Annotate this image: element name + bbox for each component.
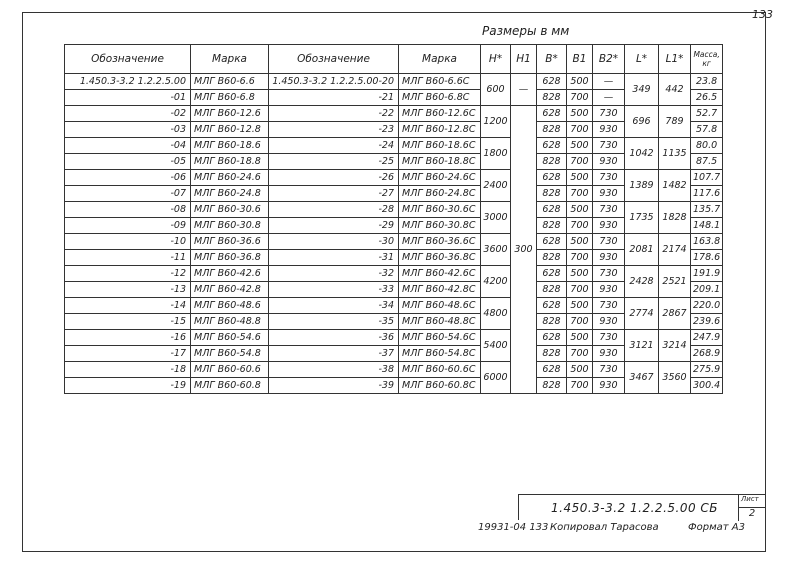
designation-cell: -10	[65, 234, 191, 250]
mark-cell: МЛГ В60-48.6	[191, 298, 269, 314]
archive-number: 19931-04 133	[478, 522, 549, 533]
mass-cell: 209.1	[691, 282, 723, 298]
mass-cell: 220.0	[691, 298, 723, 314]
specification-table	[64, 44, 723, 394]
designation-2-cell: -32	[269, 266, 399, 282]
table-row	[65, 314, 723, 330]
mark-2-cell: МЛГ В60-48.8С	[399, 314, 481, 330]
header-B2: B2*	[593, 45, 625, 74]
sheet-format: Формат А3	[688, 522, 745, 533]
table-row	[65, 90, 723, 106]
designation-2-cell: -28	[269, 202, 399, 218]
B1-cell: 500	[567, 330, 593, 346]
mark-2-cell: МЛГ В60-30.6С	[399, 202, 481, 218]
designation-cell: -14	[65, 298, 191, 314]
mark-cell: МЛГ В60-18.8	[191, 154, 269, 170]
mark-cell: МЛГ В60-42.8	[191, 282, 269, 298]
B2-cell: —	[593, 90, 625, 106]
header-B: B*	[537, 45, 567, 74]
B-cell: 628	[537, 138, 567, 154]
B2-cell: 930	[593, 122, 625, 138]
mark-cell: МЛГ В60-24.8	[191, 186, 269, 202]
B-cell: 628	[537, 362, 567, 378]
mark-2-cell: МЛГ В60-12.6С	[399, 106, 481, 122]
mass-cell: 117.6	[691, 186, 723, 202]
mark-cell: МЛГ В60-36.8	[191, 250, 269, 266]
mass-cell: 23.8	[691, 74, 723, 90]
mark-cell: МЛГ В60-12.6	[191, 106, 269, 122]
B2-cell: 730	[593, 330, 625, 346]
designation-2-cell: -38	[269, 362, 399, 378]
B-cell: 828	[537, 218, 567, 234]
B2-cell: 730	[593, 298, 625, 314]
length-L1-cell: 1482	[659, 170, 691, 202]
mass-cell: 87.5	[691, 154, 723, 170]
mark-cell: МЛГ В60-42.6	[191, 266, 269, 282]
length-L-cell: 1735	[625, 202, 659, 234]
mark-2-cell: МЛГ В60-42.6С	[399, 266, 481, 282]
header-mark-2: Марка	[399, 45, 481, 74]
B2-cell: 930	[593, 282, 625, 298]
sheet-number: 2	[739, 507, 765, 519]
designation-2-cell: -33	[269, 282, 399, 298]
mark-2-cell: МЛГ В60-30.8С	[399, 218, 481, 234]
designation-2-cell: -31	[269, 250, 399, 266]
mass-cell: 275.9	[691, 362, 723, 378]
B-cell: 828	[537, 122, 567, 138]
doc-code: 1.450.3-3.2 1.2.2.5.00 СБ	[551, 501, 719, 515]
sizes-caption: Размеры в мм	[482, 24, 570, 38]
B1-cell: 500	[567, 362, 593, 378]
mark-2-cell: МЛГ В60-6.8С	[399, 90, 481, 106]
mark-2-cell: МЛГ В60-18.8С	[399, 154, 481, 170]
table-row	[65, 106, 723, 122]
B1-cell: 700	[567, 314, 593, 330]
designation-cell: -16	[65, 330, 191, 346]
table-row	[65, 154, 723, 170]
copied-by: Копировал Тарасова	[550, 522, 659, 533]
table-row	[65, 250, 723, 266]
mass-cell: 135.7	[691, 202, 723, 218]
mark-2-cell: МЛГ В60-18.6С	[399, 138, 481, 154]
table-header-row	[65, 45, 723, 74]
B2-cell: 930	[593, 378, 625, 394]
B1-cell: 500	[567, 266, 593, 282]
mass-cell: 268.9	[691, 346, 723, 362]
B1-cell: 700	[567, 186, 593, 202]
designation-cell: -07	[65, 186, 191, 202]
length-L-cell: 3121	[625, 330, 659, 362]
mark-2-cell: МЛГ В60-12.8С	[399, 122, 481, 138]
header-designation: Обозначение	[65, 45, 191, 74]
mark-cell: МЛГ В60-6.8	[191, 90, 269, 106]
designation-cell: -08	[65, 202, 191, 218]
length-L1-cell: 3214	[659, 330, 691, 362]
mark-2-cell: МЛГ В60-54.8С	[399, 346, 481, 362]
mark-2-cell: МЛГ В60-54.6С	[399, 330, 481, 346]
B-cell: 828	[537, 154, 567, 170]
B1-cell: 500	[567, 138, 593, 154]
mark-2-cell: МЛГ В60-60.8С	[399, 378, 481, 394]
B1-cell: 500	[567, 234, 593, 250]
title-block	[518, 494, 766, 520]
table-row	[65, 170, 723, 186]
B-cell: 828	[537, 346, 567, 362]
designation-2-cell: -21	[269, 90, 399, 106]
sheet-cell	[738, 495, 766, 521]
designation-cell: -15	[65, 314, 191, 330]
B1-cell: 700	[567, 154, 593, 170]
height-H1-cell: —	[511, 74, 537, 106]
designation-2-cell: -22	[269, 106, 399, 122]
length-L1-cell: 442	[659, 74, 691, 106]
B-cell: 828	[537, 314, 567, 330]
designation-cell: -12	[65, 266, 191, 282]
designation-cell: -04	[65, 138, 191, 154]
mass-cell: 191.9	[691, 266, 723, 282]
B2-cell: 730	[593, 106, 625, 122]
designation-cell: -05	[65, 154, 191, 170]
mark-cell: МЛГ В60-12.8	[191, 122, 269, 138]
length-L1-cell: 2867	[659, 298, 691, 330]
B2-cell: 730	[593, 362, 625, 378]
B1-cell: 700	[567, 250, 593, 266]
height-H-cell: 4800	[481, 298, 511, 330]
mark-cell: МЛГ В60-24.6	[191, 170, 269, 186]
sheet-label: Лист	[741, 495, 759, 503]
mark-cell: МЛГ В60-6.6	[191, 74, 269, 90]
designation-cell: -03	[65, 122, 191, 138]
mark-2-cell: МЛГ В60-60.6С	[399, 362, 481, 378]
B2-cell: 930	[593, 186, 625, 202]
height-H-cell: 2400	[481, 170, 511, 202]
B-cell: 828	[537, 90, 567, 106]
page-number: 133	[752, 8, 773, 21]
designation-2-cell: 1.450.3-3.2 1.2.2.5.00-20	[269, 74, 399, 90]
header-B1: B1	[567, 45, 593, 74]
B2-cell: 730	[593, 266, 625, 282]
mark-cell: МЛГ В60-36.6	[191, 234, 269, 250]
B1-cell: 500	[567, 170, 593, 186]
table-row	[65, 74, 723, 90]
table-row	[65, 298, 723, 314]
length-L1-cell: 1135	[659, 138, 691, 170]
B1-cell: 700	[567, 346, 593, 362]
B2-cell: 930	[593, 154, 625, 170]
designation-cell: -19	[65, 378, 191, 394]
mass-cell: 57.8	[691, 122, 723, 138]
mass-cell: 247.9	[691, 330, 723, 346]
table-row	[65, 138, 723, 154]
B2-cell: —	[593, 74, 625, 90]
designation-cell: -02	[65, 106, 191, 122]
length-L-cell: 349	[625, 74, 659, 106]
mark-cell: МЛГ В60-60.8	[191, 378, 269, 394]
B-cell: 628	[537, 298, 567, 314]
table-row	[65, 234, 723, 250]
designation-2-cell: -39	[269, 378, 399, 394]
mass-cell: 300.4	[691, 378, 723, 394]
length-L1-cell: 789	[659, 106, 691, 138]
B1-cell: 700	[567, 378, 593, 394]
mark-cell: МЛГ В60-48.8	[191, 314, 269, 330]
mark-cell: МЛГ В60-54.8	[191, 346, 269, 362]
mark-2-cell: МЛГ В60-6.6С	[399, 74, 481, 90]
length-L-cell: 1042	[625, 138, 659, 170]
B-cell: 828	[537, 378, 567, 394]
mark-2-cell: МЛГ В60-36.8С	[399, 250, 481, 266]
mass-cell: 80.0	[691, 138, 723, 154]
mark-2-cell: МЛГ В60-24.6С	[399, 170, 481, 186]
B-cell: 628	[537, 170, 567, 186]
height-H-cell: 4200	[481, 266, 511, 298]
B1-cell: 700	[567, 282, 593, 298]
length-L1-cell: 2174	[659, 234, 691, 266]
table-row	[65, 186, 723, 202]
length-L-cell: 1389	[625, 170, 659, 202]
mass-cell: 163.8	[691, 234, 723, 250]
designation-2-cell: -23	[269, 122, 399, 138]
table-row	[65, 218, 723, 234]
designation-2-cell: -27	[269, 186, 399, 202]
designation-cell: -09	[65, 218, 191, 234]
mark-cell: МЛГ В60-18.6	[191, 138, 269, 154]
B1-cell: 500	[567, 106, 593, 122]
B-cell: 628	[537, 266, 567, 282]
header-H: H*	[481, 45, 511, 74]
height-H-cell: 1800	[481, 138, 511, 170]
designation-cell: -01	[65, 90, 191, 106]
B1-cell: 500	[567, 202, 593, 218]
designation-2-cell: -24	[269, 138, 399, 154]
B2-cell: 930	[593, 250, 625, 266]
designation-cell: -06	[65, 170, 191, 186]
B2-cell: 730	[593, 202, 625, 218]
header-mass: Масса, кг	[691, 45, 723, 74]
header-designation-2: Обозначение	[269, 45, 399, 74]
length-L-cell: 2774	[625, 298, 659, 330]
table-row	[65, 282, 723, 298]
height-H-cell: 3000	[481, 202, 511, 234]
length-L1-cell: 2521	[659, 266, 691, 298]
designation-2-cell: -30	[269, 234, 399, 250]
designation-cell: -13	[65, 282, 191, 298]
mark-2-cell: МЛГ В60-42.8С	[399, 282, 481, 298]
height-H-cell: 1200	[481, 106, 511, 138]
B1-cell: 500	[567, 298, 593, 314]
table-row	[65, 378, 723, 394]
table-row	[65, 202, 723, 218]
length-L-cell: 696	[625, 106, 659, 138]
mass-cell: 52.7	[691, 106, 723, 122]
B1-cell: 500	[567, 74, 593, 90]
length-L-cell: 3467	[625, 362, 659, 394]
designation-2-cell: -26	[269, 170, 399, 186]
mass-cell: 107.7	[691, 170, 723, 186]
B1-cell: 700	[567, 122, 593, 138]
designation-2-cell: -37	[269, 346, 399, 362]
height-H-cell: 6000	[481, 362, 511, 394]
mass-cell: 26.5	[691, 90, 723, 106]
length-L-cell: 2428	[625, 266, 659, 298]
B-cell: 628	[537, 74, 567, 90]
designation-cell: -18	[65, 362, 191, 378]
designation-2-cell: -29	[269, 218, 399, 234]
designation-cell: -17	[65, 346, 191, 362]
mark-cell: МЛГ В60-54.6	[191, 330, 269, 346]
header-H1: H1	[511, 45, 537, 74]
height-H1-common-cell: 300	[511, 106, 537, 394]
mark-2-cell: МЛГ В60-24.8С	[399, 186, 481, 202]
length-L1-cell: 1828	[659, 202, 691, 234]
B2-cell: 730	[593, 170, 625, 186]
B1-cell: 700	[567, 90, 593, 106]
designation-2-cell: -36	[269, 330, 399, 346]
table-row	[65, 346, 723, 362]
mark-cell: МЛГ В60-60.6	[191, 362, 269, 378]
table-row	[65, 122, 723, 138]
B-cell: 628	[537, 202, 567, 218]
B2-cell: 930	[593, 346, 625, 362]
designation-2-cell: -35	[269, 314, 399, 330]
mark-2-cell: МЛГ В60-48.6С	[399, 298, 481, 314]
header-L: L*	[625, 45, 659, 74]
height-H-cell: 3600	[481, 234, 511, 266]
designation-2-cell: -34	[269, 298, 399, 314]
B-cell: 828	[537, 186, 567, 202]
height-H-cell: 600	[481, 74, 511, 106]
mass-cell: 239.6	[691, 314, 723, 330]
length-L-cell: 2081	[625, 234, 659, 266]
B2-cell: 930	[593, 218, 625, 234]
table-row	[65, 330, 723, 346]
B-cell: 828	[537, 250, 567, 266]
header-mark: Марка	[191, 45, 269, 74]
B-cell: 628	[537, 234, 567, 250]
B2-cell: 930	[593, 314, 625, 330]
designation-2-cell: -25	[269, 154, 399, 170]
mark-cell: МЛГ В60-30.6	[191, 202, 269, 218]
height-H-cell: 5400	[481, 330, 511, 362]
B2-cell: 730	[593, 234, 625, 250]
B2-cell: 730	[593, 138, 625, 154]
B-cell: 828	[537, 282, 567, 298]
B-cell: 628	[537, 106, 567, 122]
mass-cell: 148.1	[691, 218, 723, 234]
designation-cell: -11	[65, 250, 191, 266]
mark-cell: МЛГ В60-30.8	[191, 218, 269, 234]
B-cell: 628	[537, 330, 567, 346]
mark-2-cell: МЛГ В60-36.6С	[399, 234, 481, 250]
mass-cell: 178.6	[691, 250, 723, 266]
header-L1: L1*	[659, 45, 691, 74]
length-L1-cell: 3560	[659, 362, 691, 394]
designation-cell: 1.450.3-3.2 1.2.2.5.00	[65, 74, 191, 90]
table-row	[65, 266, 723, 282]
table-row	[65, 362, 723, 378]
B1-cell: 700	[567, 218, 593, 234]
